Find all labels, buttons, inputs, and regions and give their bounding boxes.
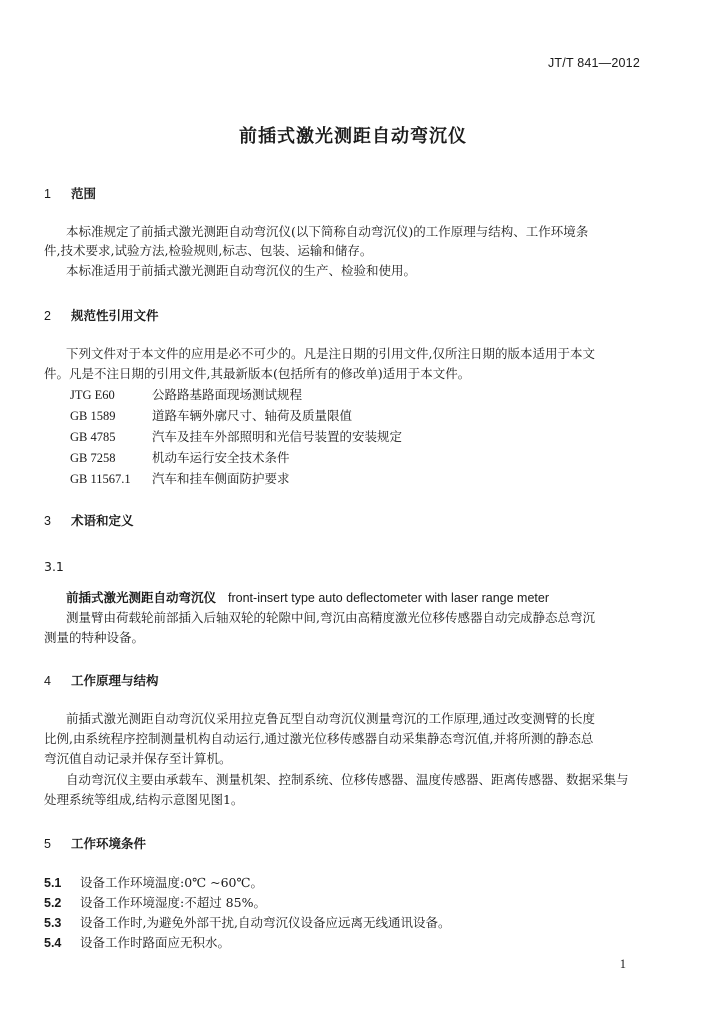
reference-title: 道路车辆外廓尺寸、轴荷及质量限值 <box>152 408 353 423</box>
clause-item <box>44 913 450 931</box>
reference-title: 公路路基路面现场测试规程 <box>152 387 303 402</box>
section-1-heading <box>44 184 96 202</box>
definition-line: 测量臂由荷载轮前部插入后轴双轮的轮隙中间,弯沉由高精度激光位移传感器自动完成静态总弯沉 <box>66 610 595 625</box>
paragraph-line: 比例,由系统程序控制测量机构自动运行,通过激光位移传感器自动采集静态弯沉值,并将所测的静态总 <box>44 731 594 746</box>
reference-code: GB 4785 <box>70 430 116 444</box>
section-2-heading <box>44 306 159 324</box>
clause-text: 设备工作时路面应无积水。 <box>80 935 231 950</box>
clause-number: 5.1 <box>44 876 62 890</box>
term-english: front-insert type auto deflectometer with laser range meter <box>228 591 549 605</box>
clause-text: 设备工作环境温度:0℃ ~60℃。 <box>80 875 263 890</box>
page-number: 1 <box>619 957 626 971</box>
clause-text: 设备工作环境湿度:不超过 85%。 <box>80 895 266 910</box>
reference-code: GB 11567.1 <box>70 472 131 486</box>
section-title: 工作环境条件 <box>71 836 147 851</box>
reference-item <box>70 385 302 403</box>
term-chinese: 前插式激光测距自动弯沉仪 <box>66 590 217 605</box>
paragraph-line: 弯沉值自动记录并保存至计算机。 <box>44 751 232 766</box>
clause-item <box>44 873 263 891</box>
reference-item <box>70 448 290 466</box>
section-number: 2 <box>44 309 51 323</box>
section-title: 规范性引用文件 <box>71 308 159 323</box>
reference-item <box>70 406 352 424</box>
reference-title: 汽车和挂车侧面防护要求 <box>152 471 290 486</box>
paragraph-line: 前插式激光测距自动弯沉仪采用拉克鲁瓦型自动弯沉仪测量弯沉的工作原理,通过改变测臂的长度 <box>66 711 595 726</box>
section-number: 3 <box>44 514 51 528</box>
clause-number: 5.2 <box>44 896 62 910</box>
clause-item <box>44 933 230 951</box>
section-title: 工作原理与结构 <box>71 673 159 688</box>
clause-number: 5.4 <box>44 936 62 950</box>
paragraph-line: 下列文件对于本文件的应用是必不可少的。凡是注日期的引用文件,仅所注日期的版本适用于本文 <box>66 346 595 361</box>
term-entry <box>66 588 549 606</box>
section-title: 范围 <box>71 186 97 201</box>
reference-title: 汽车及挂车外部照明和光信号装置的安装规定 <box>152 429 403 444</box>
reference-item <box>70 427 402 445</box>
section-number: 5 <box>44 837 51 851</box>
document-title: 前插式激光测距自动弯沉仪 <box>239 126 467 147</box>
section-5-heading <box>44 834 146 852</box>
clause-number: 5.3 <box>44 916 62 930</box>
paragraph-line: 处理系统等组成,结构示意图见图1。 <box>44 792 244 807</box>
reference-code: GB 7258 <box>70 451 116 465</box>
clause-text: 设备工作时,为避免外部干扰,自动弯沉仪设备应远离无线通讯设备。 <box>80 915 451 930</box>
subsection-number: 3.1 <box>44 559 64 574</box>
paragraph-line: 自动弯沉仪主要由承载车、测量机架、控制系统、位移传感器、温度传感器、距离传感器、数据采集与 <box>66 772 629 787</box>
section-title: 术语和定义 <box>71 513 134 528</box>
section-3-heading <box>44 511 134 529</box>
paragraph-line: 件。凡是不注日期的引用文件,其最新版本(包括所有的修改单)适用于本文件。 <box>44 366 471 381</box>
section-4-heading <box>44 671 159 689</box>
paragraph-line: 本标准适用于前插式激光测距自动弯沉仪的生产、检验和使用。 <box>66 263 417 278</box>
section-number: 1 <box>44 187 51 201</box>
reference-code: GB 1589 <box>70 409 116 423</box>
section-number: 4 <box>44 674 51 688</box>
reference-code: JTG E60 <box>70 388 115 402</box>
reference-item <box>70 469 290 487</box>
definition-line: 测量的特种设备。 <box>44 630 145 645</box>
clause-item <box>44 893 266 911</box>
reference-title: 机动车运行安全技术条件 <box>152 450 290 465</box>
paragraph-line: 件,技术要求,试验方法,检验规则,标志、包装、运输和储存。 <box>44 243 373 258</box>
paragraph-line: 本标准规定了前插式激光测距自动弯沉仪(以下简称自动弯沉仪)的工作原理与结构、工作环境条 <box>66 224 589 239</box>
standard-code: JT/T 841—2012 <box>547 56 640 70</box>
